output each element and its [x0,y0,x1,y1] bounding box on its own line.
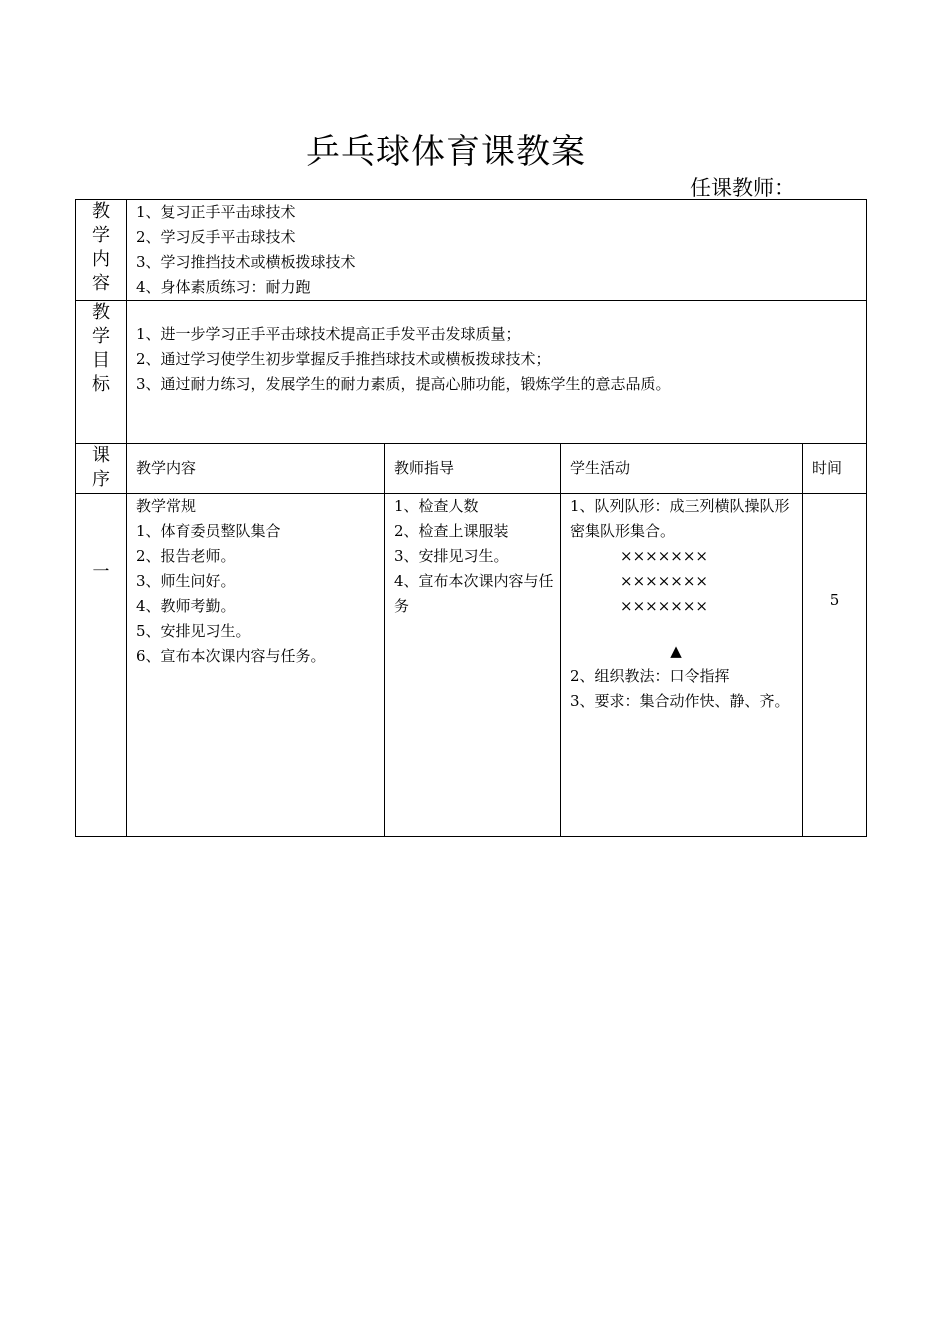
page-title: 乒乓球体育课教案 [306,132,586,172]
list-item: 2、学习反手平击球技术 [136,228,296,246]
header-activity: 学生活动 [561,444,803,494]
row-guidance: 1、检查人数 2、检查上课服装 3、安排见习生。 4、宣布本次课内容与任务 [385,494,561,837]
header-order: 课 序 [76,444,127,494]
table-row [76,494,867,837]
row-activity: 1、队列队形：成三列横队操队形密集队形集合。 ××××××× ××××××× ××××××× ▲ 2、组织教法：口令指挥 3、要求：集合动作快、静、齐。 [561,494,803,837]
teacher-label: 任课教师： [690,176,795,200]
teacher-marker-icon: ▲ [670,642,682,660]
goals-items [127,301,867,444]
formation-line: ××××××× [620,572,708,590]
goals-label: 教 学 目 标 [76,301,127,444]
header-guidance: 教师指导 [385,444,561,494]
goals-row [76,301,867,444]
content-row [76,200,867,301]
list-item: 1、进一步学习正手平击球技术提高正手发平击发球质量； [136,325,521,343]
header-content: 教学内容 [127,444,385,494]
list-item: 4、身体素质练习：耐力跑 [136,278,311,296]
list-item: 3、通过耐力练习，发展学生的耐力素质，提高心肺功能，锻炼学生的意志品质。 [136,375,671,393]
list-item: 3、学习推挡技术或横板拨球技术 [136,253,356,271]
content-items [127,200,867,301]
list-item: 1、复习正手平击球技术 [136,203,296,221]
header-time: 时间 [803,444,867,494]
row-order: 一 [76,494,127,837]
content-label: 教 学 内 容 [76,200,127,301]
row-content: 教学常规 1、体育委员整队集合 2、报告老师。 3、师生问好。 4、教师考勤。 5、安排见习生。 6、宣布本次课内容与任务。 [127,494,385,837]
header-row [76,444,867,494]
formation-line: ××××××× [620,597,708,615]
formation-line: ××××××× [620,547,708,565]
row-time: 5 [803,494,867,837]
list-item: 2、通过学习使学生初步掌握反手推挡球技术或横板拨球技术； [136,350,551,368]
lesson-plan-table [75,199,867,837]
